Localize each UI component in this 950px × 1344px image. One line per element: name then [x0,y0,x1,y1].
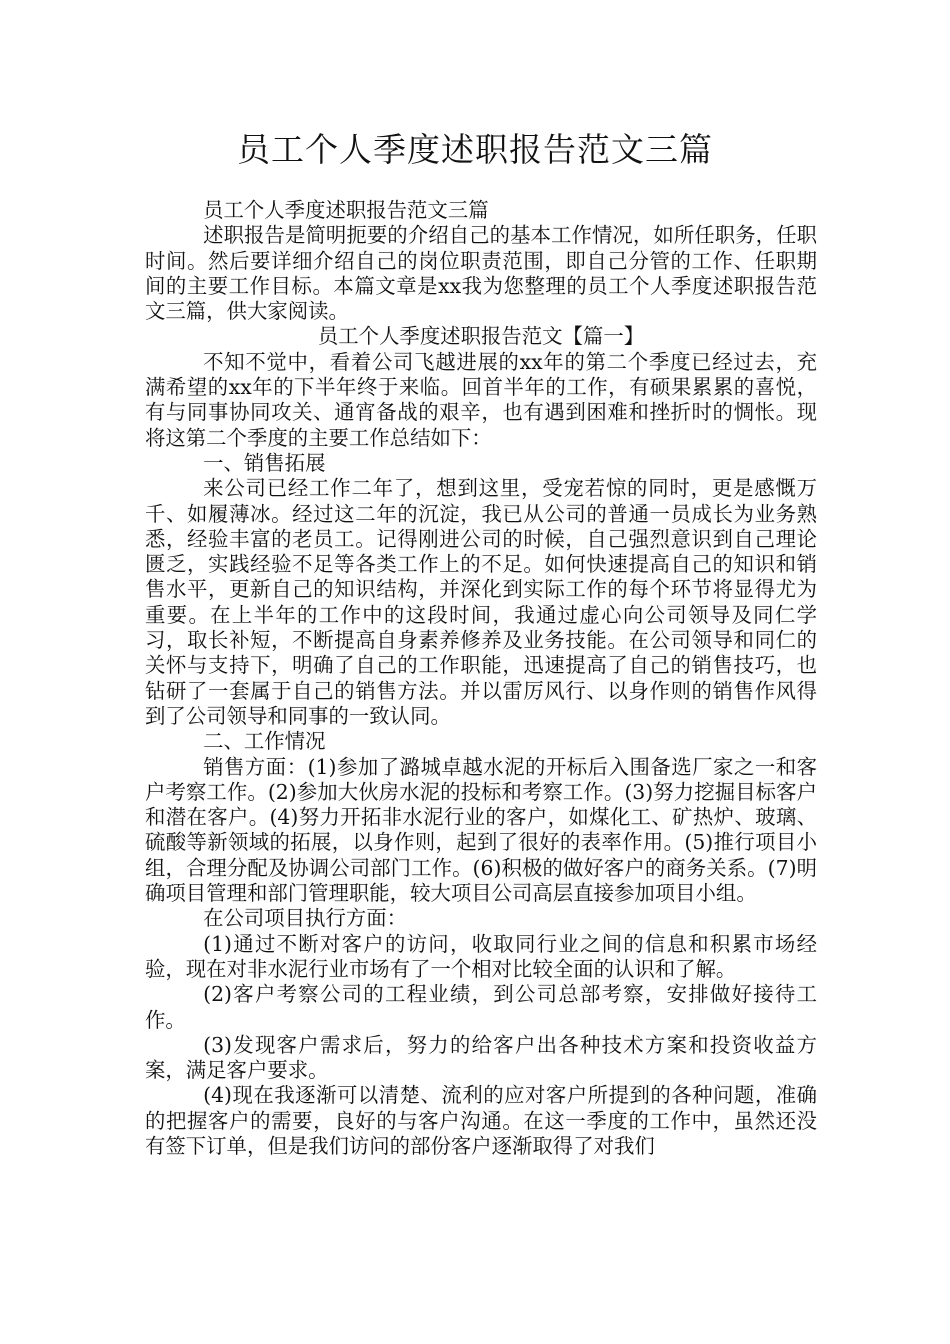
heading-sales-expansion: 一、销售拓展 [203,450,326,475]
project-item-4: (4)现在我逐渐可以清楚、流利的应对客户所提到的各种问题，准确的把握客户的需要，良好的与客户沟通。在这一季度的工作中，虽然还没有签下订单，但是我们访问的部份客户逐渐取得了对我们 [145,1083,817,1158]
opening-paragraph: 不知不觉中，看着公司飞越进展的xx年的第二个季度已经过去，充满希望的xx年的下半年终于来临。回首半年的工作，有硕果累累的喜悦，有与同事协同攻关、通宵备战的艰辛，也有遇到困难和挫折时的惆怅。现将这第二个季度的主要工作总结如下： [145,349,817,450]
document-title: 员工个人季度述职报告范文三篇 [237,130,713,169]
sales-aspect-paragraph: 销售方面：(1)参加了潞城卓越水泥的开标后入围备选厂家之一和客户考察工作。(2)参加大伙房水泥的投标和考察工作。(3)努力挖掘目标客户和潜在客户。(4)努力开拓非水泥行业的客户，如煤化工、矿热炉、玻璃、硫酸等新领域的拓展，以身作则，起到了很好的表率作用。(5)推行项目小组，合理分配及协调公司部门工作。(6)积极的做好客户的商务关系。(7)明确项目管理和部门管理职能，较大项目公司高层直接参加项目小组。 [145,754,817,906]
document-body [145,198,817,1159]
project-item-3: (3)发现客户需求后，努力的给客户出各种技术方案和投资收益方案，满足客户要求。 [145,1032,817,1083]
heading-work-situation: 二、工作情况 [203,729,326,754]
sales-expansion-paragraph: 来公司已经工作二年了，想到这里，受宠若惊的同时，更是感慨万千、如履薄冰。经过这二年的沉淀，我已从公司的普通一员成长为业务熟悉，经验丰富的老员工。记得刚进公司的时候，自己强烈意识到自己理论匮乏，实践经验不足等各类工作上的不足。如何快速提高自己的知识和销售水平，更新自己的知识结构，并深化到实际工作的每个环节将显得尤为重要。在上半年的工作中的这段时间，我通过虚心向公司领导及同仁学习，取长补短，不断提高自身素养修养及业务技能。在公司领导和同仁的关怀与支持下，明确了自己的工作职能，迅速提高了自己的销售技巧，也钻研了一套属于自己的销售方法。并以雷厉风行、以身作则的销售作风得到了公司领导和同事的一致认同。 [145,476,817,728]
subtitle-paragraph: 员工个人季度述职报告范文三篇 [203,198,489,222]
intro-paragraph: 述职报告是简明扼要的介绍自己的基本工作情况，如所任职务，任职时间。然后要详细介绍自己的岗位职责范围，即自己分管的工作、任职期间的主要工作目标。本篇文章是xx我为您整理的员工个人季度述职报告范文三篇，供大家阅读。 [145,223,817,324]
project-item-2: (2)客户考察公司的工程业绩，到公司总部考察，安排做好接待工作。 [145,982,817,1032]
project-execution-heading: 在公司项目执行方面： [203,906,408,931]
section-heading-part-one: 员工个人季度述职报告范文【篇一】 [317,324,645,349]
project-item-1: (1)通过不断对客户的访问，收取同行业之间的信息和积累市场经验，现在对非水泥行业市场有了一个相对比较全面的认识和了解。 [145,931,817,981]
